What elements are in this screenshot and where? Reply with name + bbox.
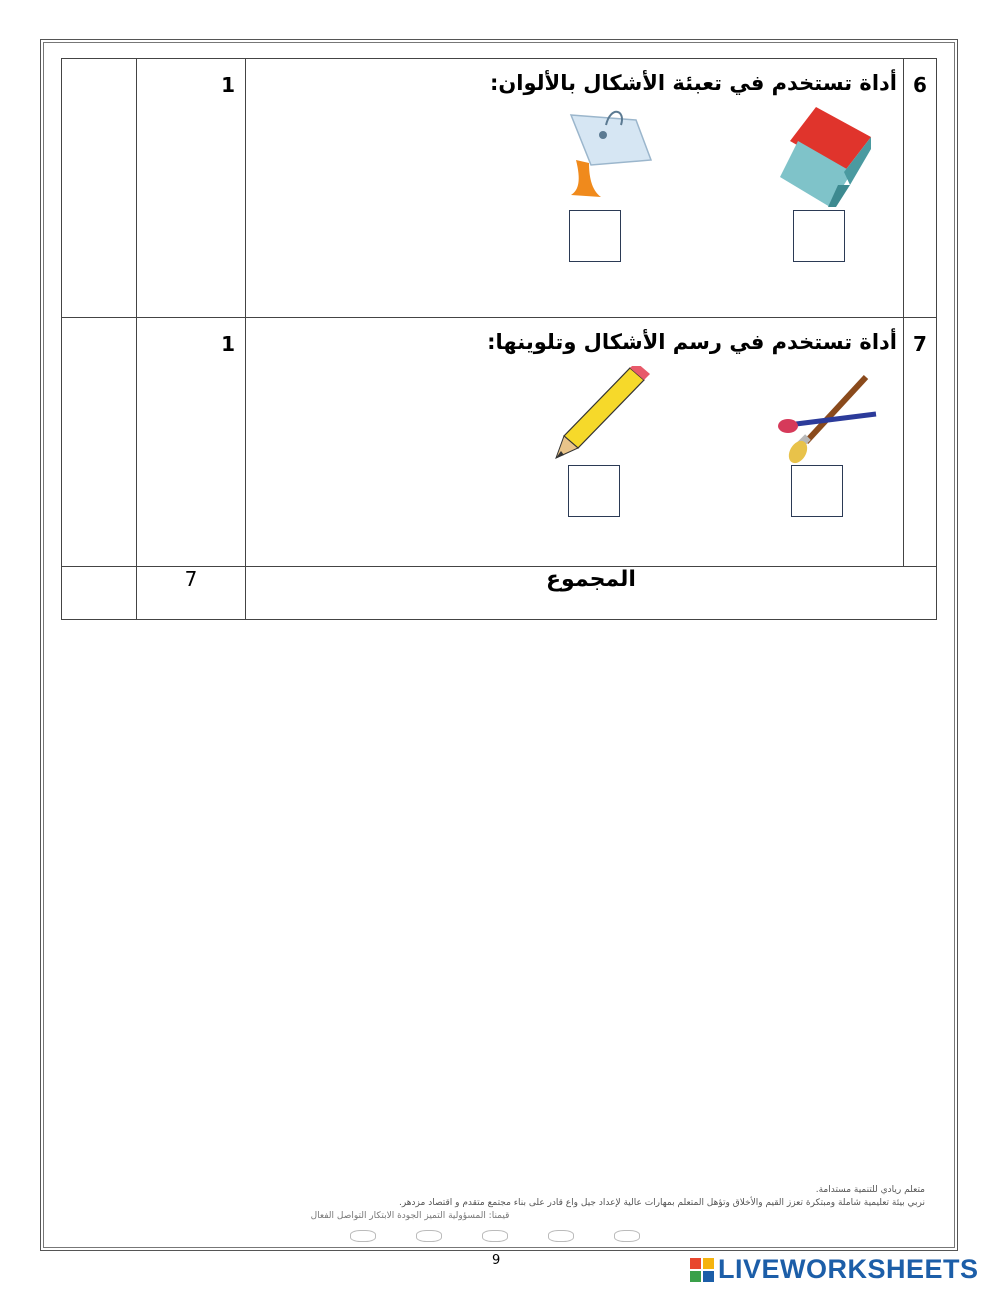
question-number: 6 (904, 59, 937, 318)
value-icon (416, 1230, 442, 1242)
values-icons (350, 1230, 640, 1242)
brand-name: LIVEWORKSHEETS (718, 1254, 979, 1284)
school-footer (75, 1185, 925, 1224)
score-cell (62, 318, 137, 567)
score-cell (62, 567, 137, 620)
question-row-7 (62, 318, 937, 567)
pencil-image (552, 366, 652, 462)
score-cell (62, 59, 137, 318)
footer-vision: متعلم ريادي للتنمية مستدامة. (815, 1185, 925, 1195)
answer-checkbox-eraser[interactable] (793, 210, 845, 262)
question-text: أداة تستخدم في رسم الأشكال وتلوينها: (487, 330, 897, 354)
paintbrushes-image (766, 372, 881, 472)
total-label: المجموع (246, 567, 937, 620)
questions-table (61, 58, 937, 620)
answer-checkbox-pencil[interactable] (568, 465, 620, 517)
value-icon (350, 1230, 376, 1242)
question-row-6 (62, 59, 937, 318)
liveworksheets-grid-icon (690, 1258, 714, 1282)
question-number: 7 (904, 318, 937, 567)
value-icon (482, 1230, 508, 1242)
footer-mission: نربي بيئة تعليمية شاملة ومبتكرة تعزز القيم والأخلاق وتؤهل المتعلم بمهارات عالية لإعداد جيل واع قادر على بناء مجتمع متقدم و اقتصاد مزدهر. (398, 1198, 925, 1208)
paint-bucket-image (551, 105, 661, 205)
liveworksheets-logo[interactable] (690, 1254, 979, 1285)
question-cell (246, 318, 904, 567)
value-icon (614, 1230, 640, 1242)
answer-checkbox-paintbrushes[interactable] (791, 465, 843, 517)
question-text: أداة تستخدم في تعبئة الأشكال بالألوان: (489, 71, 897, 95)
value-icon (548, 1230, 574, 1242)
eraser-image (776, 107, 876, 217)
answer-checkbox-paint-bucket[interactable] (569, 210, 621, 262)
footer-values: قيمنا: المسؤولية التميز الجودة الابتكار التواصل الفعال (310, 1211, 510, 1221)
question-cell (246, 59, 904, 318)
total-row (62, 567, 937, 620)
mark-cell: 1 (137, 318, 246, 567)
total-value: 7 (137, 567, 246, 620)
page-number: 9 (492, 1253, 501, 1268)
mark-cell: 1 (137, 59, 246, 318)
